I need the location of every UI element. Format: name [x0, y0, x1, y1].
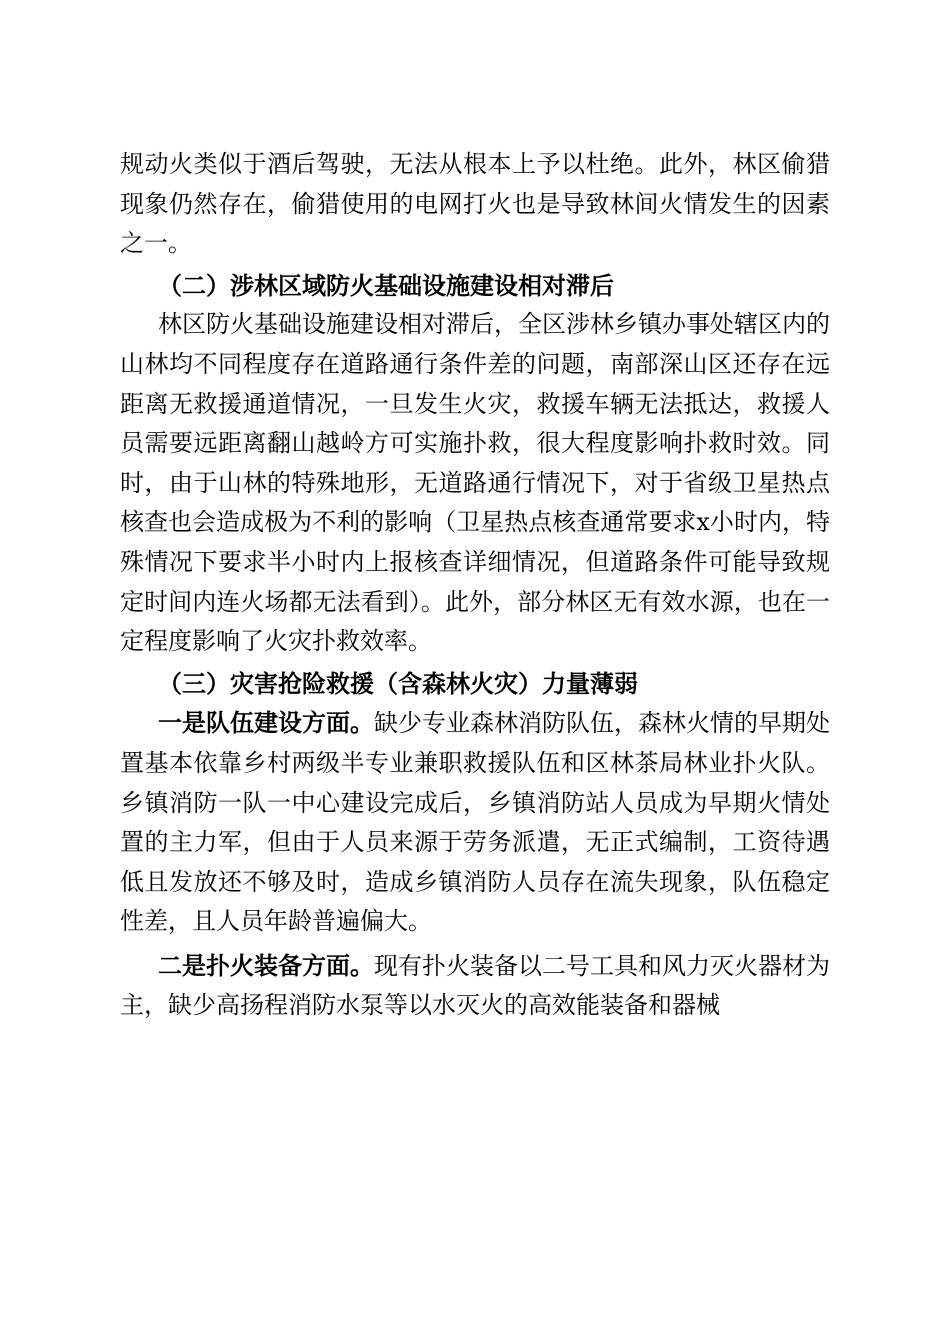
paragraph-continuation: 规动火类似于酒后驾驶，无法从根本上予以杜绝。此外，林区偷猎现象仍然存在，偷猎使用的电网打火也是导致林间火情发生的因素之一。	[120, 150, 830, 258]
paragraph-equipment	[120, 946, 830, 1026]
document-body	[120, 145, 830, 1026]
section-heading-2: （二）涉林区域防火基础设施建设相对滞后	[158, 270, 614, 300]
section-heading-3: （三）灾害抢险救援（含森林火灾）力量薄弱	[158, 668, 638, 698]
paragraph-team-building-text: 缺少专业森林消防队伍，森林火情的早期处置基本依靠乡村两级半专业兼职救援队伍和区林茶局林业扑火队。乡镇消防一队一中心建设完成后，乡镇消防站人员成为早期火情处置的主力军，但由于人员来源于劳务派遣，无正式编制，工资待遇低且发放还不够及时，造成乡镇消防人员存在流失现象，队伍稳定性差，且人员年龄普遍偏大。	[120, 709, 830, 936]
lead-equipment: 二是扑火装备方面。	[158, 950, 374, 980]
paragraph-equipment-text: 现有扑火装备以二号工具和风力灭火器材为主，缺少高扬程消防水泵等以水灭火的高效能装备和器械	[120, 951, 830, 1020]
paragraph-infrastructure: 林区防火基础设施建设相对滞后，全区涉林乡镇办事处辖区内的山林均不同程度存在道路通行条件差的问题，南部深山区还存在远距离无救援通道情况，一旦发生火灾，救援车辆无法抵达，救援人员需要远距离翻山越岭方可实施扑救，很大程度影响扑救时效。同时，由于山林的特殊地形，无道路通行情况下，对于省级卫星热点核查也会造成极为不利的影响（卫星热点核查通常要求x小时内，特殊情况下要求半小时内上报核查详细情况，但道路条件可能导致规定时间内连火场都无法看到）。此外，部分林区无有效水源，也在一定程度影响了火灾扑救效率。	[120, 310, 830, 656]
lead-team-building: 一是队伍建设方面。	[158, 708, 374, 738]
paragraph-team-building	[120, 703, 830, 942]
